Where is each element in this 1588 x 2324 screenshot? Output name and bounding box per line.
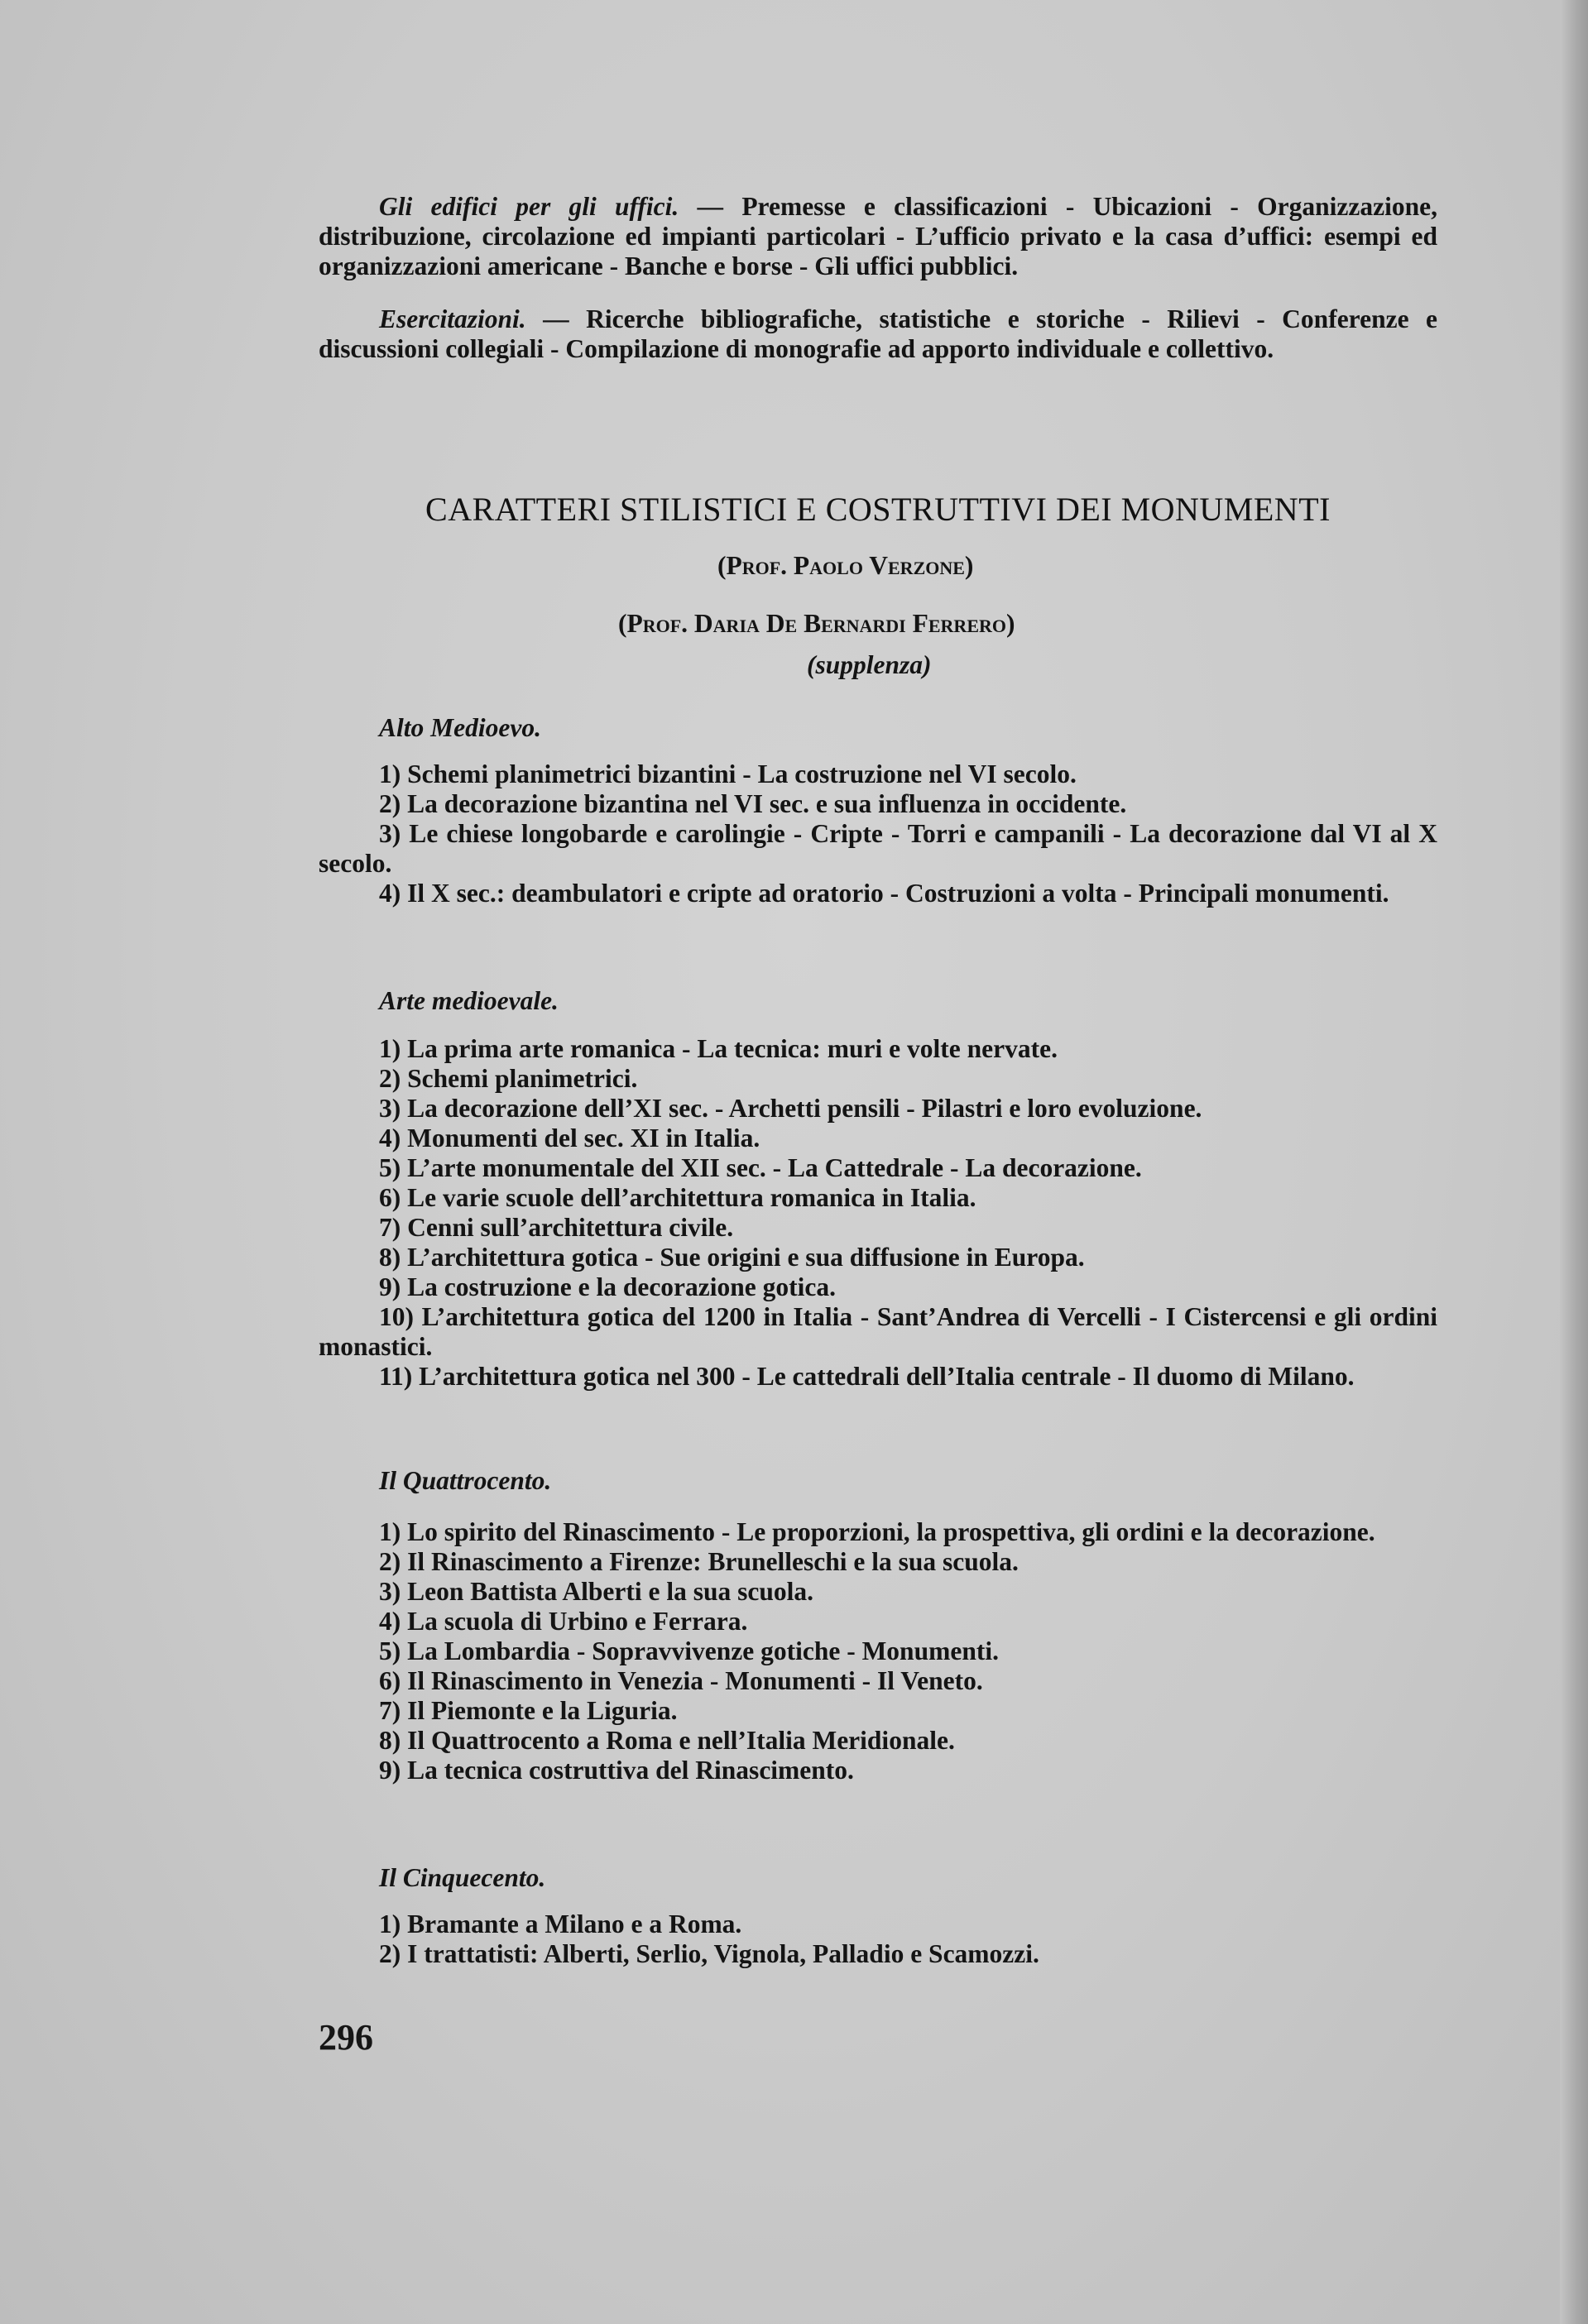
list-item: 4) Il X sec.: deambulatori e cripte ad oratorio - Costruzioni a volta - Principali monumenti. bbox=[379, 879, 1389, 908]
list-item: 10) L’architettura gotica del 1200 in Italia - Sant’Andrea di Vercelli - I Cistercensi e gli ordini monastici. bbox=[319, 1302, 1437, 1361]
section-heading-alto-medioevo: Alto Medioevo. bbox=[379, 713, 541, 742]
section-list-cinquecento bbox=[319, 1910, 1437, 1969]
section-list-alto-medioevo bbox=[319, 759, 1437, 908]
list-item: 3) Leon Battista Alberti e la sua scuola. bbox=[379, 1577, 813, 1606]
list-item: 5) L’arte monumentale del XII sec. - La Cattedrale - La decorazione. bbox=[379, 1153, 1142, 1182]
professor-1: (Prof. Paolo Verzone) bbox=[717, 551, 974, 580]
professor-2: (Prof. Daria De Bernardi Ferrero) bbox=[618, 609, 1015, 638]
section-heading-cinquecento: Il Cinquecento. bbox=[379, 1863, 546, 1892]
list-item: 7) Il Piemonte e la Liguria. bbox=[379, 1696, 678, 1725]
page-number: 296 bbox=[319, 2017, 373, 2058]
list-item: 4) La scuola di Urbino e Ferrara. bbox=[379, 1607, 748, 1636]
section-list-quattrocento bbox=[319, 1517, 1437, 1785]
list-item: 1) La prima arte romanica - La tecnica: muri e volte nervate. bbox=[379, 1034, 1058, 1063]
list-item: 2) La decorazione bizantina nel VI sec. e sua influenza in occidente. bbox=[379, 789, 1127, 818]
list-item: 1) Schemi planimetrici bizantini - La costruzione nel VI secolo. bbox=[379, 759, 1077, 788]
list-item: 8) L’architettura gotica - Sue origini e sua diffusione in Europa. bbox=[379, 1243, 1085, 1272]
exercises-text: — Ricerche bibliografiche, statistiche e storiche - Rilievi - Conferenze e discussioni collegiali - Compilazione di monografie ad apporto individuale e collettivo. bbox=[319, 304, 1437, 363]
intro-title: Gli edifici per gli uffici. bbox=[379, 192, 679, 221]
exercises-paragraph bbox=[319, 304, 1437, 364]
list-item: 4) Monumenti del sec. XI in Italia. bbox=[379, 1124, 760, 1152]
list-item: 7) Cenni sull’architettura civile. bbox=[379, 1213, 734, 1242]
section-heading-arte-medioevale: Arte medioevale. bbox=[379, 986, 559, 1015]
list-item: 3) La decorazione dell’XI sec. - Archetti pensili - Pilastri e loro evoluzione. bbox=[379, 1094, 1202, 1123]
list-item: 9) La tecnica costruttiva del Rinascimento. bbox=[379, 1756, 854, 1785]
course-title: CARATTERI STILISTICI E COSTRUTTIVI DEI MONUMENTI bbox=[425, 491, 1331, 528]
intro-text: — Premesse e classificazioni - Ubicazioni - Organizzazione, distribuzione, circolazione ed impianti particolari - L’ufficio privato e la casa d’uffici: esempi ed organizzazioni americane - Banche e borse - Gli uffici pubblici. bbox=[319, 192, 1437, 280]
list-item: 2) Il Rinascimento a Firenze: Brunelleschi e la sua scuola. bbox=[379, 1547, 1019, 1576]
section-heading-quattrocento: Il Quattrocento. bbox=[379, 1466, 552, 1495]
list-item: 3) Le chiese longobarde e carolingie - Cripte - Torri e campanili - La decorazione dal VI al X secolo. bbox=[319, 819, 1437, 878]
section-list-arte-medioevale bbox=[319, 1034, 1437, 1392]
list-item: 1) Bramante a Milano e a Roma. bbox=[379, 1910, 742, 1938]
intro-paragraph bbox=[319, 192, 1437, 281]
list-item: 6) Le varie scuole dell’architettura romanica in Italia. bbox=[379, 1183, 976, 1212]
list-item: 2) Schemi planimetrici. bbox=[379, 1064, 638, 1093]
list-item: 5) La Lombardia - Sopravvivenze gotiche - Monumenti. bbox=[379, 1636, 999, 1665]
list-item: 8) Il Quattrocento a Roma e nell’Italia Meridionale. bbox=[379, 1726, 955, 1755]
substitute-note: (supplenza) bbox=[807, 650, 932, 679]
list-item: 1) Lo spirito del Rinascimento - Le proporzioni, la prospettiva, gli ordini e la decorazione. bbox=[379, 1517, 1375, 1546]
page-edge-shadow bbox=[1560, 0, 1588, 2324]
list-item: 6) Il Rinascimento in Venezia - Monumenti - Il Veneto. bbox=[379, 1666, 983, 1695]
list-item: 2) I trattatisti: Alberti, Serlio, Vignola, Palladio e Scamozzi. bbox=[379, 1939, 1039, 1968]
list-item: 11) L’architettura gotica nel 300 - Le cattedrali dell’Italia centrale - Il duomo di Milano. bbox=[379, 1362, 1355, 1391]
list-item: 9) La costruzione e la decorazione gotica. bbox=[379, 1272, 836, 1301]
exercises-title: Esercitazioni. bbox=[379, 304, 526, 333]
page-content bbox=[319, 192, 1437, 1968]
